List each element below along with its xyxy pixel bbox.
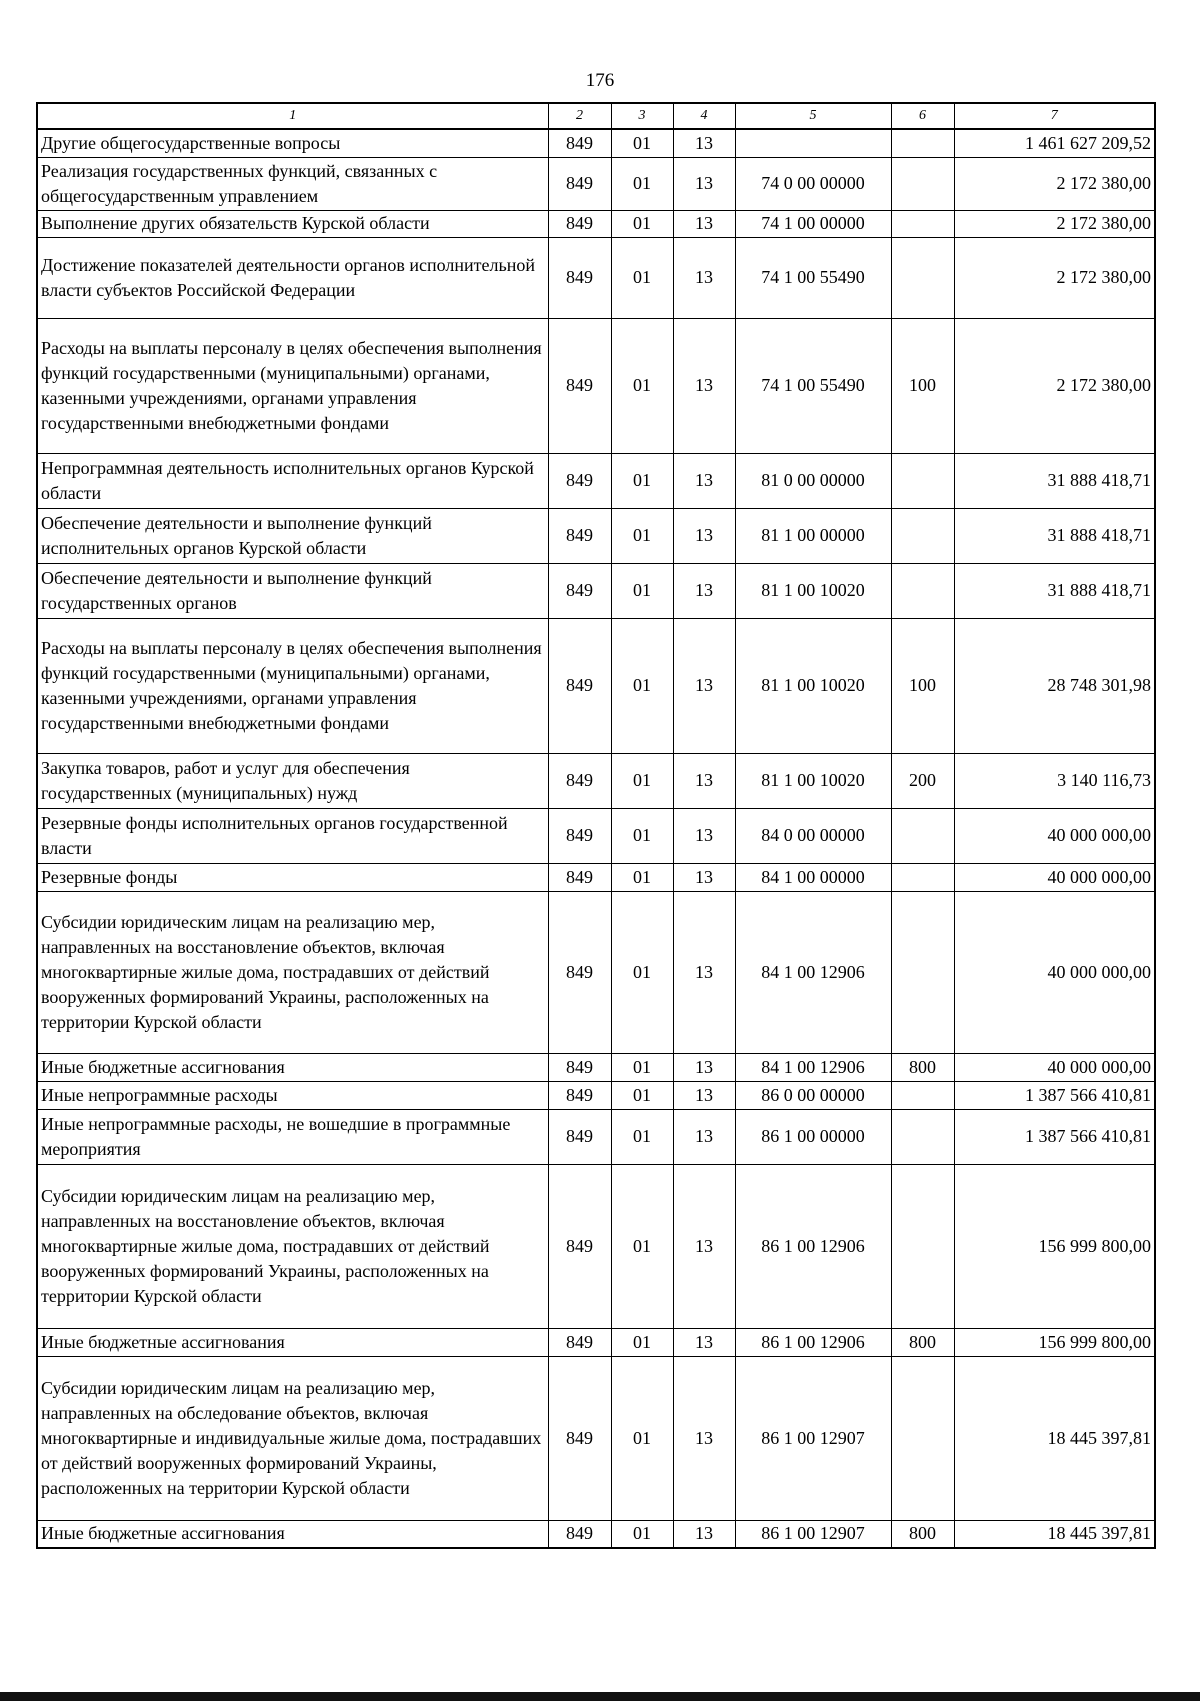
row-subsection-cell: 13 — [673, 318, 735, 453]
table-row — [37, 1356, 1155, 1520]
row-subsection-cell: 13 — [673, 1328, 735, 1356]
row-target-article-cell: 74 1 00 55490 — [735, 318, 891, 453]
row-section-cell: 01 — [611, 157, 673, 210]
row-section-cell: 01 — [611, 1109, 673, 1164]
table-row — [37, 1081, 1155, 1109]
row-subsection-cell: 13 — [673, 1081, 735, 1109]
row-amount-cell: 31 888 418,71 — [954, 508, 1155, 563]
row-name-cell: Иные бюджетные ассигнования — [37, 1328, 548, 1356]
row-subsection-cell: 13 — [673, 1520, 735, 1548]
row-subsection-cell: 13 — [673, 210, 735, 237]
row-grbs-cell: 849 — [548, 891, 611, 1053]
row-grbs-cell: 849 — [548, 563, 611, 618]
row-subsection-cell: 13 — [673, 753, 735, 808]
row-grbs-cell: 849 — [548, 1109, 611, 1164]
row-subsection-cell: 13 — [673, 1109, 735, 1164]
row-name-cell: Обеспечение деятельности и выполнение функций государственных органов — [37, 563, 548, 618]
row-name-cell: Иные бюджетные ассигнования — [37, 1520, 548, 1548]
row-amount-cell: 31 888 418,71 — [954, 563, 1155, 618]
row-name-cell: Резервные фонды — [37, 863, 548, 891]
row-subsection-cell: 13 — [673, 808, 735, 863]
column-header: 1 — [37, 103, 548, 129]
table-row — [37, 453, 1155, 508]
row-section-cell: 01 — [611, 1328, 673, 1356]
row-name-cell: Иные непрограммные расходы, не вошедшие в программные мероприятия — [37, 1109, 548, 1164]
table-row — [37, 157, 1155, 210]
column-header: 3 — [611, 103, 673, 129]
row-target-article-cell: 81 1 00 10020 — [735, 618, 891, 753]
row-amount-cell: 1 387 566 410,81 — [954, 1109, 1155, 1164]
row-expense-type-cell — [891, 1164, 954, 1328]
row-target-article-cell: 84 1 00 00000 — [735, 863, 891, 891]
row-expense-type-cell — [891, 1081, 954, 1109]
row-name-cell: Иные непрограммные расходы — [37, 1081, 548, 1109]
row-section-cell: 01 — [611, 1356, 673, 1520]
column-header: 7 — [954, 103, 1155, 129]
table-header-row — [37, 103, 1155, 129]
row-section-cell: 01 — [611, 1164, 673, 1328]
row-grbs-cell: 849 — [548, 157, 611, 210]
row-section-cell: 01 — [611, 863, 673, 891]
row-grbs-cell: 849 — [548, 453, 611, 508]
row-expense-type-cell — [891, 157, 954, 210]
row-amount-cell: 40 000 000,00 — [954, 863, 1155, 891]
row-section-cell: 01 — [611, 508, 673, 563]
table-row — [37, 1164, 1155, 1328]
row-grbs-cell: 849 — [548, 508, 611, 563]
row-subsection-cell: 13 — [673, 891, 735, 1053]
row-amount-cell: 2 172 380,00 — [954, 237, 1155, 318]
row-amount-cell: 1 387 566 410,81 — [954, 1081, 1155, 1109]
row-section-cell: 01 — [611, 318, 673, 453]
row-name-cell: Другие общегосударственные вопросы — [37, 129, 548, 157]
row-section-cell: 01 — [611, 1081, 673, 1109]
row-target-article-cell: 81 1 00 00000 — [735, 508, 891, 563]
row-section-cell: 01 — [611, 1520, 673, 1548]
row-target-article-cell: 74 1 00 55490 — [735, 237, 891, 318]
table-row — [37, 863, 1155, 891]
row-section-cell: 01 — [611, 237, 673, 318]
row-grbs-cell: 849 — [548, 863, 611, 891]
table-body — [37, 129, 1155, 1548]
row-target-article-cell: 84 1 00 12906 — [735, 891, 891, 1053]
row-expense-type-cell: 800 — [891, 1328, 954, 1356]
table-row — [37, 1109, 1155, 1164]
row-expense-type-cell: 800 — [891, 1053, 954, 1081]
row-amount-cell: 40 000 000,00 — [954, 891, 1155, 1053]
row-section-cell: 01 — [611, 453, 673, 508]
table-row — [37, 508, 1155, 563]
row-target-article-cell: 86 0 00 00000 — [735, 1081, 891, 1109]
row-target-article-cell: 74 0 00 00000 — [735, 157, 891, 210]
row-subsection-cell: 13 — [673, 618, 735, 753]
row-name-cell: Иные бюджетные ассигнования — [37, 1053, 548, 1081]
row-subsection-cell: 13 — [673, 563, 735, 618]
table-row — [37, 808, 1155, 863]
table-row — [37, 753, 1155, 808]
row-amount-cell: 156 999 800,00 — [954, 1164, 1155, 1328]
row-name-cell: Субсидии юридическим лицам на реализацию мер, направленных на восстановление объектов, включая многоквартирные жилые дома, пострадавших от действий вооруженных формирований Украины, расположенных на территории Курской области — [37, 1164, 548, 1328]
table-row — [37, 1520, 1155, 1548]
row-section-cell: 01 — [611, 753, 673, 808]
table-row — [37, 891, 1155, 1053]
table-row — [37, 618, 1155, 753]
row-name-cell: Резервные фонды исполнительных органов государственной власти — [37, 808, 548, 863]
row-section-cell: 01 — [611, 210, 673, 237]
row-subsection-cell: 13 — [673, 863, 735, 891]
row-expense-type-cell — [891, 863, 954, 891]
row-target-article-cell: 81 0 00 00000 — [735, 453, 891, 508]
row-name-cell: Обеспечение деятельности и выполнение функций исполнительных органов Курской области — [37, 508, 548, 563]
row-section-cell: 01 — [611, 563, 673, 618]
row-subsection-cell: 13 — [673, 453, 735, 508]
row-amount-cell: 2 172 380,00 — [954, 318, 1155, 453]
row-target-article-cell: 81 1 00 10020 — [735, 563, 891, 618]
row-amount-cell: 3 140 116,73 — [954, 753, 1155, 808]
row-section-cell: 01 — [611, 618, 673, 753]
row-name-cell: Закупка товаров, работ и услуг для обеспечения государственных (муниципальных) нужд — [37, 753, 548, 808]
budget-table — [36, 102, 1156, 1549]
column-header: 4 — [673, 103, 735, 129]
column-header: 6 — [891, 103, 954, 129]
row-subsection-cell: 13 — [673, 157, 735, 210]
row-expense-type-cell — [891, 1356, 954, 1520]
row-expense-type-cell: 200 — [891, 753, 954, 808]
row-grbs-cell: 849 — [548, 753, 611, 808]
row-expense-type-cell — [891, 1109, 954, 1164]
row-expense-type-cell — [891, 563, 954, 618]
row-amount-cell: 28 748 301,98 — [954, 618, 1155, 753]
row-grbs-cell: 849 — [548, 1356, 611, 1520]
row-expense-type-cell: 800 — [891, 1520, 954, 1548]
row-section-cell: 01 — [611, 891, 673, 1053]
row-grbs-cell: 849 — [548, 1164, 611, 1328]
row-grbs-cell: 849 — [548, 1053, 611, 1081]
row-section-cell: 01 — [611, 1053, 673, 1081]
row-target-article-cell: 86 1 00 12907 — [735, 1520, 891, 1548]
row-target-article-cell: 86 1 00 12906 — [735, 1164, 891, 1328]
table-row — [37, 318, 1155, 453]
row-expense-type-cell — [891, 453, 954, 508]
row-grbs-cell: 849 — [548, 618, 611, 753]
row-grbs-cell: 849 — [548, 318, 611, 453]
row-target-article-cell: 84 1 00 12906 — [735, 1053, 891, 1081]
row-target-article-cell — [735, 129, 891, 157]
row-grbs-cell: 849 — [548, 1328, 611, 1356]
row-subsection-cell: 13 — [673, 1053, 735, 1081]
row-name-cell: Непрограммная деятельность исполнительных органов Курской области — [37, 453, 548, 508]
row-amount-cell: 40 000 000,00 — [954, 1053, 1155, 1081]
row-name-cell: Субсидии юридическим лицам на реализацию мер, направленных на восстановление объектов, включая многоквартирные жилые дома, пострадавших от действий вооруженных формирований Украины, расположенных на территории Курской области — [37, 891, 548, 1053]
scan-edge-bar — [0, 1692, 1200, 1701]
row-name-cell: Субсидии юридическим лицам на реализацию мер, направленных на обследование объектов, включая многоквартирные и индивидуальные жилые дома, пострадавших от действий вооруженных формирований Украины, расположенных на территории Курской области — [37, 1356, 548, 1520]
table-row — [37, 1053, 1155, 1081]
row-name-cell: Реализация государственных функций, связанных с общегосударственным управлением — [37, 157, 548, 210]
table-row — [37, 563, 1155, 618]
row-name-cell: Расходы на выплаты персоналу в целях обеспечения выполнения функций государственными (муниципальными) органами, казенными учреждениями, органами управления государственными внебюджетными фондами — [37, 618, 548, 753]
row-amount-cell: 1 461 627 209,52 — [954, 129, 1155, 157]
table-row — [37, 210, 1155, 237]
column-header: 2 — [548, 103, 611, 129]
row-target-article-cell: 86 1 00 12907 — [735, 1356, 891, 1520]
row-target-article-cell: 74 1 00 00000 — [735, 210, 891, 237]
row-expense-type-cell: 100 — [891, 318, 954, 453]
row-expense-type-cell — [891, 129, 954, 157]
row-subsection-cell: 13 — [673, 508, 735, 563]
row-expense-type-cell — [891, 808, 954, 863]
row-grbs-cell: 849 — [548, 808, 611, 863]
row-grbs-cell: 849 — [548, 210, 611, 237]
row-target-article-cell: 84 0 00 00000 — [735, 808, 891, 863]
table-row — [37, 129, 1155, 157]
row-subsection-cell: 13 — [673, 129, 735, 157]
row-amount-cell: 2 172 380,00 — [954, 157, 1155, 210]
row-expense-type-cell — [891, 237, 954, 318]
row-subsection-cell: 13 — [673, 1356, 735, 1520]
row-grbs-cell: 849 — [548, 1081, 611, 1109]
row-grbs-cell: 849 — [548, 1520, 611, 1548]
row-amount-cell: 31 888 418,71 — [954, 453, 1155, 508]
row-grbs-cell: 849 — [548, 129, 611, 157]
table-row — [37, 237, 1155, 318]
row-amount-cell: 18 445 397,81 — [954, 1356, 1155, 1520]
row-target-article-cell: 86 1 00 00000 — [735, 1109, 891, 1164]
row-expense-type-cell — [891, 891, 954, 1053]
row-subsection-cell: 13 — [673, 1164, 735, 1328]
row-expense-type-cell — [891, 508, 954, 563]
row-expense-type-cell — [891, 210, 954, 237]
row-amount-cell: 40 000 000,00 — [954, 808, 1155, 863]
row-name-cell: Расходы на выплаты персоналу в целях обеспечения выполнения функций государственными (муниципальными) органами, казенными учреждениями, органами управления государственными внебюджетными фондами — [37, 318, 548, 453]
row-subsection-cell: 13 — [673, 237, 735, 318]
row-name-cell: Выполнение других обязательств Курской области — [37, 210, 548, 237]
column-header: 5 — [735, 103, 891, 129]
row-section-cell: 01 — [611, 129, 673, 157]
row-target-article-cell: 81 1 00 10020 — [735, 753, 891, 808]
row-amount-cell: 18 445 397,81 — [954, 1520, 1155, 1548]
row-amount-cell: 2 172 380,00 — [954, 210, 1155, 237]
table-row — [37, 1328, 1155, 1356]
row-section-cell: 01 — [611, 808, 673, 863]
row-name-cell: Достижение показателей деятельности органов исполнительной власти субъектов Российской Федерации — [37, 237, 548, 318]
page-number: 176 — [585, 70, 615, 91]
row-target-article-cell: 86 1 00 12906 — [735, 1328, 891, 1356]
row-amount-cell: 156 999 800,00 — [954, 1328, 1155, 1356]
row-expense-type-cell: 100 — [891, 618, 954, 753]
row-grbs-cell: 849 — [548, 237, 611, 318]
